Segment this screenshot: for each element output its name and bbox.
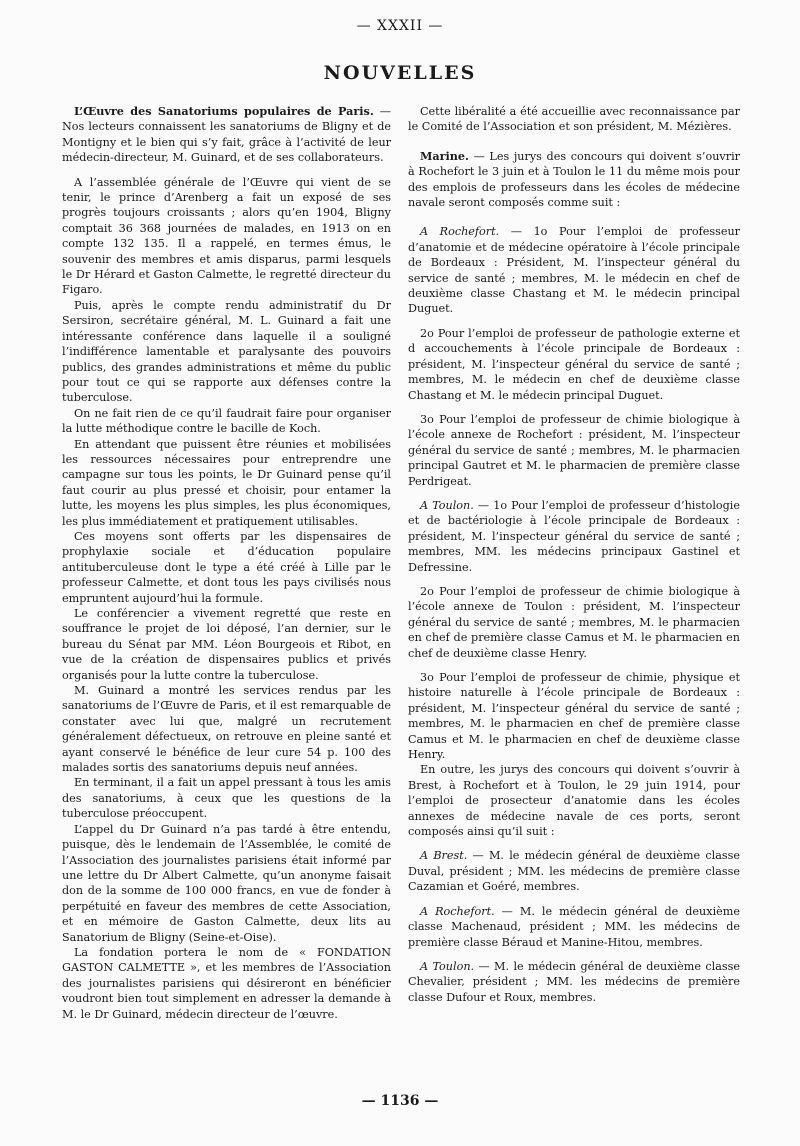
paragraph: A Rochefort. — 1o Pour l’emploi de professeur d’anatomie et de médecine opératoire à l’école principale de Bordeaux : Président, M. l’inspecteur général du service de santé ; membres, M. le médecin en chef de deuxième classe Chastang et M. le médecin principal Duguet. (408, 225, 740, 316)
paragraph: Puis, après le compte rendu administratif du Dr Sersiron, secrétaire général, M. L. Guinard a fait une intéressante conférence dans laquelle il a souligné l’indifférence lamentable et paralysante des pouvoirs publics, des grandes administrations et même du public pour tout ce qui se rapporte aux défenses contre la tuberculose. (62, 298, 391, 405)
paragraph: Marine. — Les jurys des concours qui doivent s’ouvrir à Rochefort le 3 juin et à Toulon le 11 du même mois pour des emplois de professeurs dans les écoles de médecine navale seront composés comme suit : (408, 148, 740, 210)
paragraph: En outre, les jurys des concours qui doivent s’ouvrir à Brest, à Rochefort et à Toulon, le 29 juin 1914, pour l’emploi de prosecteur d’anatomie dans les écoles annexes de médecine navale de ces ports, seront composés ainsi qu’il suit : (408, 763, 740, 839)
section-title: NOUVELLES (323, 62, 477, 84)
paragraph: La fondation portera le nom de « FONDATION GASTON CALMETTE », et les membres de l’Association des journalistes parisiens qui désireront en bénéficier voudront bien tout simplement en adresser la demande à M. le Dr Guinard, médecin directeur de l’œuvre. (62, 945, 391, 1021)
paragraph: A l’assemblée générale de l’Œuvre qui vient de se tenir, le prince d’Arenberg a fait un exposé de ses progrès toujours croissants ; alors qu’en 1904, Bligny comptait 36 368 journées de malades, en 1913 on en compte 132 135. Il a rappelé, en termes émus, le souvenir des membres et amis disparus, parmi lesquels le Dr Hérard et Gaston Calmette, le regretté directeur du Figaro. (62, 175, 391, 297)
paragraph: 3o Pour l’emploi de professeur de chimie biologique à l’école annexe de Rochefort : président, M. l’inspecteur général du service de santé ; membres, M. le pharmacien principal Gautret et M. le pharmacien de première classe Perdrigeat. (408, 412, 740, 488)
paragraph: 3o Pour l’emploi de professeur de chimie, physique et histoire naturelle à l’école principale de Bordeaux : président, M. l’inspecteur général du service de santé ; membres, M. le pharmacien en chef de première classe Camus et M. le pharmacien en chef de deuxième classe Henry. (408, 671, 740, 762)
right-column (408, 104, 740, 1005)
paragraph: L’appel du Dr Guinard n’a pas tardé à être entendu, puisque, dès le lendemain de l’Assemblée, le comité de l’Association des journalistes parisiens était informé par une lettre du Dr Albert Calmette, qu’un anonyme faisait don de la somme de 100 000 francs, en vue de fonder à perpétuité en faveur des membres de cette Association, et en mémoire de Gaston Calmette, deux lits au Sanatorium de Bligny (Seine-et-Oise). (62, 822, 391, 944)
paragraph: En attendant que puissent être réunies et mobilisées les ressources nécessaires pour entreprendre une campagne sur tous les points, le Dr Guinard pense qu’il faut courir au plus pressé et choisir, pour entamer la lutte, les moyens les plus simples, les plus économiques, les plus immédiatement et pratiquement utilisables. (62, 437, 391, 528)
paragraph: 2o Pour l’emploi de professeur de pathologie externe et d accouchements à l’école principale de Bordeaux : président, M. l’inspecteur général du service de santé ; membres, M. le médecin en chef de deuxième classe Chastang et M. le médecin principal Duguet. (408, 326, 740, 402)
paragraph: Le conférencier a vivement regretté que reste en souffrance le projet de loi déposé, l’an dernier, sur le bureau du Sénat par MM. Léon Bourgeois et Ribot, en vue de la création de dispensaires publics et privés organisés pour la lutte contre la tuberculose. (62, 607, 391, 682)
paragraph: En terminant, il a fait un appel pressant à tous les amis des sanatoriums, à ceux que les questions de la tuberculose préoccupent. (62, 776, 391, 821)
paragraph: 2o Pour l’emploi de professeur de chimie biologique à l’école annexe de Toulon : président, M. l’inspecteur général du service de santé ; membres, M. le pharmacien en chef de première classe Camus et M. le pharmacien en chef de deuxième classe Henry. (408, 584, 740, 660)
page-number-roman: — XXXII — (356, 18, 444, 34)
paragraph: A Brest. — M. le médecin général de deuxième classe Duval, président ; MM. les médecins de première classe Cazamian et Goéré, membres. (408, 849, 740, 894)
left-column (62, 104, 391, 1022)
paragraph: A Toulon. — 1o Pour l’emploi de professeur d’histologie et de bactériologie à l’école principale de Bordeaux : président, M. l’inspecteur général du service de santé ; membres, MM. les médecins principaux Gastinel et Defressine. (408, 498, 741, 574)
paragraph: A Toulon. — M. le médecin général de deuxième classe Chevalier, président ; MM. les médecins de première classe Dufour et Roux, membres. (408, 959, 740, 1004)
paragraph: M. Guinard a montré les services rendus par les sanatoriums de l’Œuvre de Paris, et il est remarquable de constater avec lui que, malgré un recrutement généralement défectueux, on retrouve en pleine santé et ayant conservé le bénéfice de leur cure 54 p. 100 des malades sortis des sanatoriums depuis neuf années. (62, 684, 391, 775)
paragraph: Ces moyens sont offerts par les dispensaires de prophylaxie sociale et d’éducation populaire antituberculeuse dont le type a été créé à Lille par le professeur Calmette, et dont tous les pays civilisés nous empruntent aujourd’hui la formule. (62, 529, 391, 605)
paragraph: L’Œuvre des Sanatoriums populaires de Paris. — Nos lecteurs connaissent les sanatoriums de Bligny et de Montigny et le bien qui s’y fait, grâce à l’activité de leur médecin-directeur, M. Guinard, et de ses collaborateurs. (62, 104, 391, 165)
paragraph: On ne fait rien de ce qu’il faudrait faire pour organiser la lutte méthodique contre le bacille de Koch. (62, 406, 391, 436)
paragraph: A Rochefort. — M. le médecin général de deuxième classe Machenaud, président ; MM. les médecins de première classe Béraud et Manine-Hitou, membres. (408, 904, 740, 949)
page-number: — 1136 — (361, 1093, 439, 1109)
paragraph: Cette libéralité a été accueillie avec reconnaissance par le Comité de l’Association et son président, M. Mézières. (408, 105, 740, 134)
